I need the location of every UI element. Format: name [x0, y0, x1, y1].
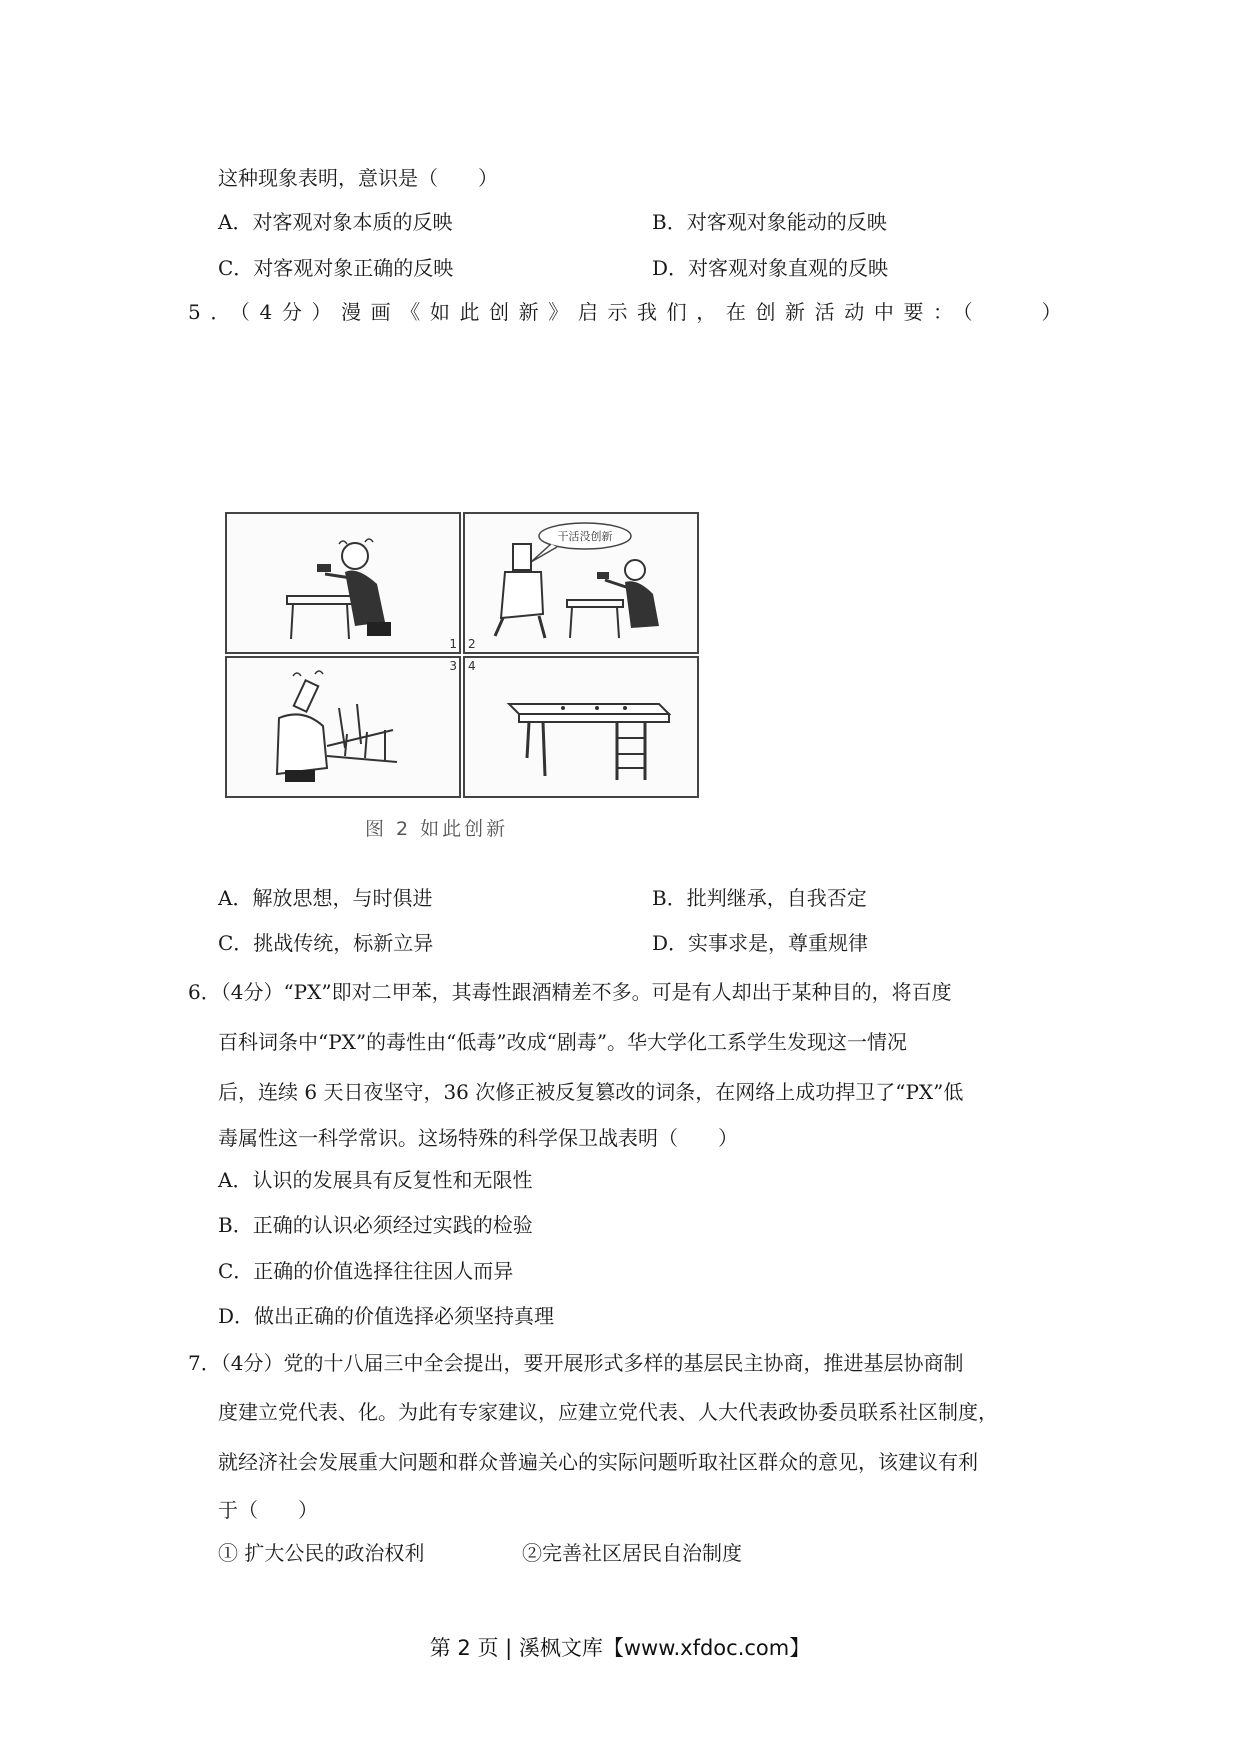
- q6-stem-line-3: 后，连续 6 天日夜坚守，36 次修正被反复篡改的词条，在网络上成功捍卫了“PX”低: [218, 1080, 964, 1104]
- q6-option-c: C．正确的价值选择往往因人而异: [218, 1259, 514, 1283]
- q5-option-c: C．挑战传统，标新立异: [218, 931, 434, 955]
- q4-stem-end: 这种现象表明，意识是（ ）: [218, 166, 498, 190]
- q5-option-a: A．解放思想，与时俱进: [218, 886, 433, 910]
- cartoon-panel-3: [225, 656, 461, 798]
- q5-option-b: B．批判继承，自我否定: [652, 886, 867, 910]
- cartoon-panel-2: [463, 512, 699, 654]
- q5-option-d: D．实事求是，尊重规律: [652, 931, 869, 955]
- panel-number-2: 2: [468, 637, 476, 651]
- q7-choice-1: ① 扩大公民的政治权利: [218, 1541, 425, 1565]
- q7-stem-line-3: 就经济社会发展重大问题和群众普遍关心的实际问题听取社区群众的意见，该建议有利: [218, 1450, 978, 1474]
- q6-option-d: D．做出正确的价值选择必须坚持真理: [218, 1304, 555, 1328]
- cartoon-figure: [225, 512, 707, 840]
- panel-number-1: 1: [449, 637, 457, 651]
- q7-choice-2: ②完善社区居民自治制度: [522, 1541, 742, 1565]
- q5-stem: 5．（4分）漫画《如此创新》启示我们，在创新活动中要：（ ）: [188, 300, 1072, 324]
- q6-option-b: B．正确的认识必须经过实践的检验: [218, 1213, 533, 1237]
- supervisor-sawing-icon: [227, 658, 459, 796]
- page-footer: 第 2 页 | 溪枫文库【www.xfdoc.com】: [429, 1636, 811, 1660]
- q6-stem-line-4: 毒属性这一科学常识。这场特殊的科学保卫战表明（ ）: [218, 1126, 738, 1150]
- panel-number-3: 3: [449, 659, 457, 673]
- q7-stem-line-4: 于（ ）: [218, 1498, 318, 1522]
- q6-stem-line-1: 6．（4分）“PX”即对二甲苯，其毒性跟酒精差不多。可是有人却出于某种目的，将百度: [188, 980, 952, 1004]
- cartoon-panel-4: [463, 656, 699, 798]
- finished-bench-icon: [465, 658, 697, 796]
- supervisor-and-carpenter-icon: [465, 514, 697, 652]
- q7-stem-line-1: 7．（4分）党的十八届三中全会提出，要开展形式多样的基层民主协商，推进基层协商制: [188, 1351, 964, 1375]
- speech-bubble-text: 干活没创新: [557, 530, 613, 543]
- figure-caption: 图 2 如此创新: [365, 818, 509, 840]
- q6-option-a: A．认识的发展具有反复性和无限性: [218, 1168, 533, 1192]
- q7-stem-line-2: 度建立党代表、化。为此有专家建议，应建立党代表、人大代表政协委员联系社区制度，: [218, 1400, 998, 1424]
- carpenter-hammering-icon: [227, 514, 459, 652]
- q6-stem-line-2: 百科词条中“PX”的毒性由“低毒”改成“剧毒”。华大学化工系学生发现这一情况: [218, 1030, 908, 1054]
- q4-option-c: C．对客观对象正确的反映: [218, 256, 454, 280]
- cartoon-panel-1: [225, 512, 461, 654]
- q4-option-d: D．对客观对象直观的反映: [652, 256, 889, 280]
- panel-number-4: 4: [468, 659, 476, 673]
- q4-option-b: B．对客观对象能动的反映: [652, 210, 887, 234]
- q4-option-a: A．对客观对象本质的反映: [218, 210, 453, 234]
